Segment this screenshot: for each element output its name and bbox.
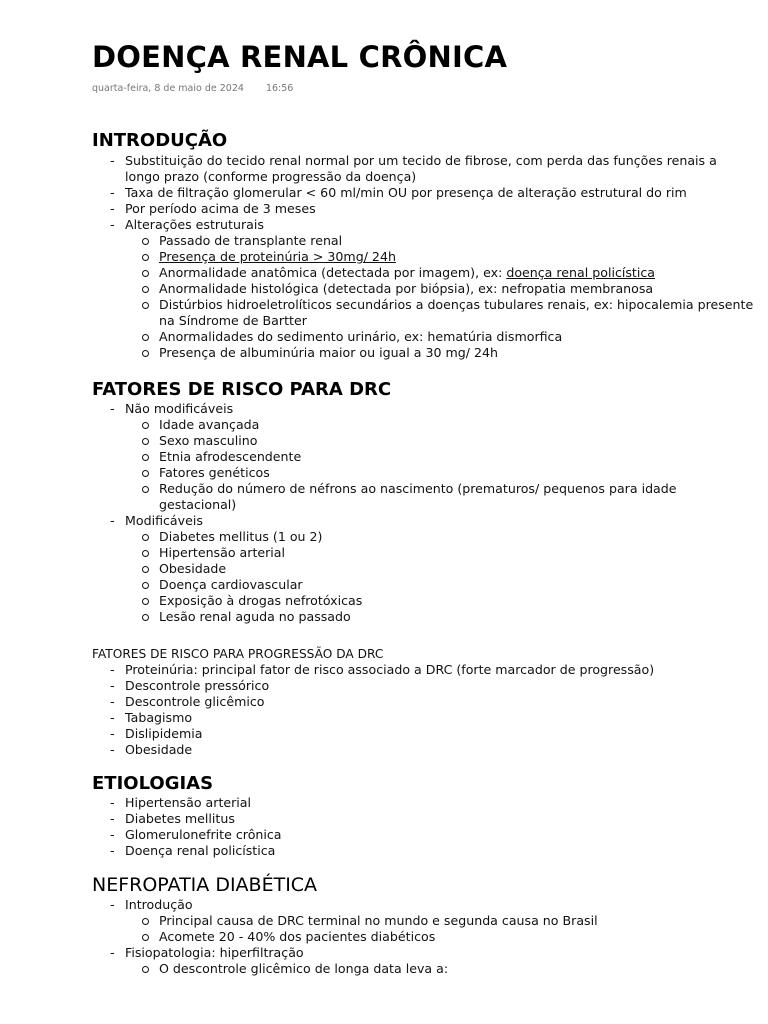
sub-list-item: O descontrole glicêmico de longa data leva a: <box>125 961 598 977</box>
list-item: - Introdução Principal causa de DRC terminal no mundo e segunda causa no Brasil Acomete 20 - 40% dos pacientes diabéticos <box>110 897 598 944</box>
nephropathy-list <box>92 897 598 977</box>
intro-list <box>92 153 755 361</box>
circle-bullet-icon <box>142 422 149 429</box>
sub-list-item: Exposição à drogas nefrotóxicas <box>125 593 755 609</box>
sub-list-item: Presença de proteinúria > 30mg/ 24h <box>125 249 755 265</box>
list-item: - Substituição do tecido renal normal por um tecido de fibrose, com perda das funções renais a longo prazo (conforme progressão da doença) <box>110 153 717 184</box>
list-item: - Tabagismo <box>110 710 193 725</box>
dash-bullet-icon: - <box>110 513 115 528</box>
circle-bullet-icon <box>142 918 149 925</box>
list-item: - Diabetes mellitus <box>110 811 235 826</box>
sub-list-item: Anormalidade anatômica (detectada por imagem), ex: doença renal policística <box>125 265 755 281</box>
dash-bullet-icon: - <box>110 201 115 216</box>
circle-bullet-icon <box>142 454 149 461</box>
circle-bullet-icon <box>142 302 149 309</box>
section-heading-nefropatia-diabetica: NEFROPATIA DIABÉTICA <box>92 874 318 896</box>
dash-bullet-icon: - <box>110 185 115 200</box>
sub-list-item: Presença de albuminúria maior ou igual a 30 mg/ 24h <box>125 345 755 361</box>
sub-list-item: Passado de transplante renal <box>125 233 755 249</box>
list-item: - Glomerulonefrite crônica <box>110 827 282 842</box>
dash-bullet-icon: - <box>110 401 115 416</box>
list-item: - Descontrole pressórico <box>110 678 270 693</box>
list-item: - Proteinúria: principal fator de risco associado a DRC (forte marcador de progressão) <box>110 662 655 677</box>
list-item: - Doença renal policística <box>110 843 276 858</box>
section-heading-etiologias: ETIOLOGIAS <box>92 773 214 794</box>
circle-bullet-icon <box>142 470 149 477</box>
sub-list-item: Obesidade <box>125 561 755 577</box>
sub-list-item: Redução do número de néfrons ao nascimento (prematuros/ pequenos para idade gestacional) <box>125 481 755 513</box>
sub-list-item: Distúrbios hidroeletrolíticos secundários a doenças tubulares renais, ex: hipocalemia presente na Síndrome de Bartter <box>125 297 755 329</box>
circle-bullet-icon <box>142 550 149 557</box>
etiology-list <box>92 795 282 859</box>
circle-bullet-icon <box>142 270 149 277</box>
progression-list <box>92 662 654 758</box>
dash-bullet-icon: - <box>110 945 115 960</box>
sub-list-item: Etnia afrodescendente <box>125 449 755 465</box>
page-title: DOENÇA RENAL CRÔNICA <box>92 40 508 74</box>
dash-bullet-icon: - <box>110 694 115 709</box>
section-heading-fatores-de-risco: FATORES DE RISCO PARA DRC <box>92 379 392 400</box>
progression-heading: FATORES DE RISCO PARA PROGRESSÃO DA DRC <box>92 647 384 661</box>
circle-bullet-icon <box>142 534 149 541</box>
circle-bullet-icon <box>142 486 149 493</box>
nephropathy-physio-list <box>125 961 598 977</box>
list-item: - Por período acima de 3 meses <box>110 201 316 216</box>
dash-bullet-icon: - <box>110 843 115 858</box>
dash-bullet-icon: - <box>110 710 115 725</box>
dash-bullet-icon: - <box>110 795 115 810</box>
dash-bullet-icon: - <box>110 897 115 912</box>
sub-list-item: Doença cardiovascular <box>125 577 755 593</box>
circle-bullet-icon <box>142 614 149 621</box>
dash-bullet-icon: - <box>110 827 115 842</box>
sub-list-item: Anormalidade histológica (detectada por biópsia), ex: nefropatia membranosa <box>125 281 755 297</box>
sub-list-item: Lesão renal aguda no passado <box>125 609 755 625</box>
dash-bullet-icon: - <box>110 153 115 168</box>
list-item: - Não modificáveis Idade avançada Sexo masculino Etnia afrodescendente Fatores genéticos Redução do número de néfrons ao nascimento (prematuros/ pequenos para idade gestacional) <box>92 401 755 513</box>
note-date: quarta-feira, 8 de maio de 2024 <box>92 83 244 94</box>
structural-changes-list <box>125 233 755 361</box>
sub-list-item: Hipertensão arterial <box>125 545 755 561</box>
note-timestamp <box>92 83 293 94</box>
circle-bullet-icon <box>142 566 149 573</box>
sub-list-item: Principal causa de DRC terminal no mundo e segunda causa no Brasil <box>125 913 598 929</box>
list-item: - Alterações estruturais Passado de transplante renal Presença de proteinúria > 30mg/ 24h Anormalidade anatômica (detectada por imagem), ex: doença renal policística Anormalidade histológica (detectada por biópsia), ex: nefropatia membranosa Distúrbios hidroeletrolíticos secundários a doenças tubulares renais, ex: hipocalemia presente na Síndrome de Bartter Anormalidades do sedimento urinário, ex: hematúria dismorfica Presença de albuminúria maior ou igual a 30 mg/ 24h <box>110 217 754 360</box>
dash-bullet-icon: - <box>110 678 115 693</box>
circle-bullet-icon <box>142 438 149 445</box>
sub-list-item: Idade avançada <box>125 417 755 433</box>
sub-list-item: Diabetes mellitus (1 ou 2) <box>125 529 755 545</box>
dash-bullet-icon: - <box>110 811 115 826</box>
list-item: - Taxa de filtração glomerular < 60 ml/min OU por presença de alteração estrutural do rim <box>110 185 687 200</box>
circle-bullet-icon <box>142 350 149 357</box>
list-item: - Hipertensão arterial <box>110 795 252 810</box>
list-item: - Descontrole glicêmico <box>110 694 265 709</box>
circle-bullet-icon <box>142 334 149 341</box>
list-item: - Modificáveis Diabetes mellitus (1 ou 2) Hipertensão arterial Obesidade Doença cardiovascular Exposição à drogas nefrotóxicas Lesão renal aguda no passado <box>92 513 755 625</box>
underlined-term: doença renal policística <box>506 265 656 280</box>
dash-bullet-icon: - <box>110 726 115 741</box>
sub-list-item: Anormalidades do sedimento urinário, ex: hematúria dismorfica <box>125 329 755 345</box>
note-time: 16:56 <box>265 83 294 94</box>
sub-list-item: Acomete 20 - 40% dos pacientes diabéticos <box>125 929 598 945</box>
dash-bullet-icon: - <box>110 662 115 677</box>
circle-bullet-icon <box>142 582 149 589</box>
sub-list-item: Sexo masculino <box>125 433 755 449</box>
circle-bullet-icon <box>142 598 149 605</box>
circle-bullet-icon <box>142 286 149 293</box>
circle-bullet-icon <box>142 254 149 261</box>
circle-bullet-icon <box>142 966 149 973</box>
list-item: - Obesidade <box>110 742 193 757</box>
nephropathy-intro-list <box>125 913 598 945</box>
sub-list-item: Fatores genéticos <box>125 465 755 481</box>
dash-bullet-icon: - <box>110 742 115 757</box>
list-item: - Dislipidemia <box>110 726 203 741</box>
nonmodifiable-list <box>125 417 755 513</box>
modifiable-list <box>125 529 755 625</box>
circle-bullet-icon <box>142 238 149 245</box>
dash-bullet-icon: - <box>110 217 115 232</box>
risk-list <box>92 401 755 625</box>
circle-bullet-icon <box>142 934 149 941</box>
list-item: - Fisiopatologia: hiperfiltração O descontrole glicêmico de longa data leva a: <box>92 945 598 977</box>
section-heading-introducao: INTRODUÇÃO <box>92 130 228 151</box>
